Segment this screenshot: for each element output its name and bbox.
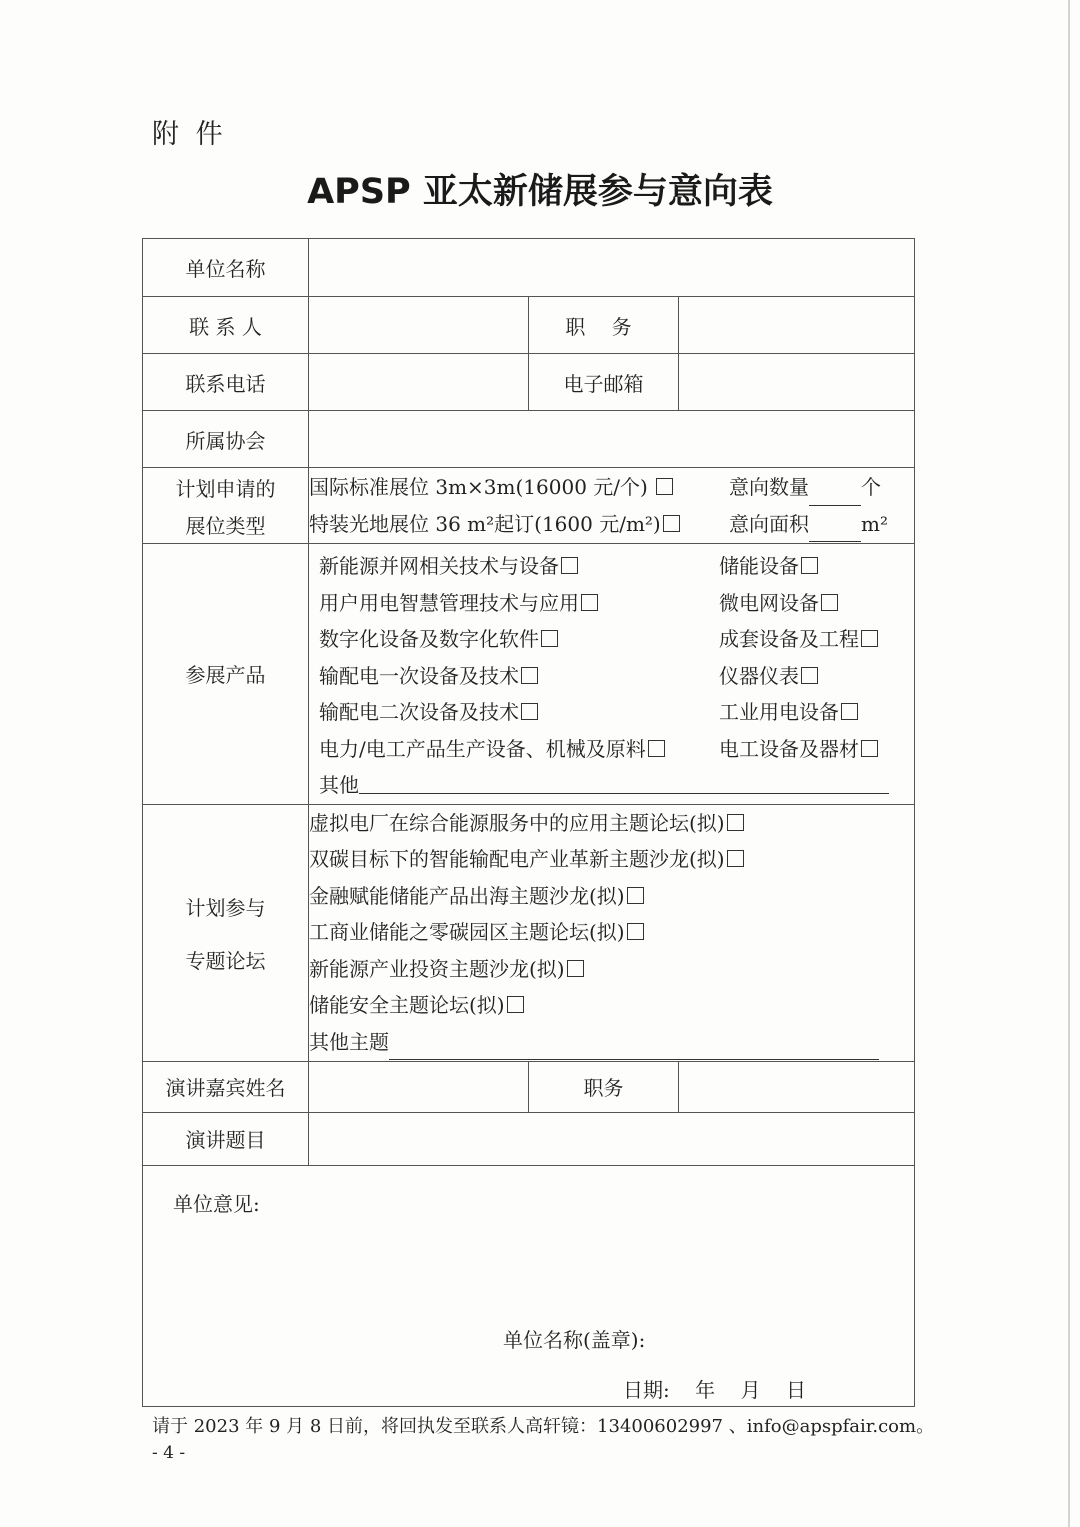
- product-row: 用户用电智慧管理技术与应用 微电网设备: [309, 585, 914, 622]
- forum-checkbox[interactable]: [627, 923, 644, 940]
- email-label: 电子邮箱: [529, 354, 679, 411]
- unit-name-label: 单位名称: [143, 239, 309, 297]
- forum-other-field[interactable]: [389, 1033, 879, 1060]
- position-field[interactable]: [679, 297, 915, 354]
- date-label: 日期: 年 月 日: [623, 1377, 807, 1402]
- product-other-row: [309, 767, 914, 804]
- phone-label: 联系电话: [143, 354, 309, 411]
- speaker-name-label: 演讲嘉宾姓名: [143, 1061, 309, 1112]
- booth-quantity-field[interactable]: [809, 479, 861, 506]
- speaker-position-label: 职务: [529, 1061, 679, 1112]
- product-row: 输配电一次设备及技术 仪器仪表: [309, 658, 914, 695]
- forum-checkbox[interactable]: [727, 850, 744, 867]
- product-row: 电力/电工产品生产设备、机械及原料 电工设备及器材: [309, 731, 914, 768]
- product-checkbox[interactable]: [821, 594, 838, 611]
- speech-topic-label: 演讲题目: [143, 1112, 309, 1165]
- speaker-name-field[interactable]: [309, 1061, 529, 1112]
- forum-item: 储能安全主题论坛(拟): [309, 987, 914, 1024]
- speaker-position-field[interactable]: [679, 1061, 915, 1112]
- product-other-label: 其他: [319, 773, 359, 797]
- forums-label-line-2: 专题论坛: [185, 948, 266, 973]
- product-checkbox[interactable]: [861, 630, 878, 647]
- booth-type-label: [143, 468, 309, 544]
- product-checkbox[interactable]: [521, 667, 538, 684]
- opinion-label: 单位意见:: [173, 1191, 260, 1216]
- booth-area-label: 意向面积: [729, 511, 809, 536]
- booth-standard-option: 国际标准展位 3m×3m(16000 元/个): [309, 475, 648, 499]
- association-field[interactable]: [309, 411, 915, 468]
- opinion-cell[interactable]: [143, 1165, 915, 1406]
- booth-raw-space-option: 特装光地展位 36 m²起订(1600 元/m²): [309, 511, 661, 536]
- contact-field[interactable]: [309, 297, 529, 354]
- position-label: 职 务: [529, 297, 679, 354]
- product-checkbox[interactable]: [841, 703, 858, 720]
- email-field[interactable]: [679, 354, 915, 411]
- forum-checkbox[interactable]: [567, 960, 584, 977]
- forums-label: [143, 804, 309, 1061]
- booth-type-cell: [309, 468, 915, 544]
- submission-note: 请于 2023 年 9 月 8 日前，将回执发至联系人高轩镜：13400602997 、info@apspfair.com。: [152, 1416, 935, 1437]
- product-checkbox[interactable]: [521, 703, 538, 720]
- forum-item: 金融赋能储能产品出海主题沙龙(拟): [309, 878, 914, 915]
- annex-label: 附 件: [152, 119, 227, 150]
- seal-label: 单位名称(盖章):: [503, 1327, 646, 1352]
- page-title: APSP 亚太新储展参与意向表: [307, 172, 773, 212]
- unit-name-field[interactable]: [309, 239, 915, 297]
- speech-topic-field[interactable]: [309, 1112, 915, 1165]
- product-row: 新能源并网相关技术与设备 储能设备: [309, 548, 914, 585]
- product-checkbox[interactable]: [648, 740, 665, 757]
- booth-area-field[interactable]: [809, 515, 861, 542]
- association-label: 所属协会: [143, 411, 309, 468]
- forum-other-row: [309, 1024, 914, 1061]
- intention-form: [142, 238, 915, 1407]
- product-checkbox[interactable]: [541, 630, 558, 647]
- product-other-field[interactable]: [359, 767, 889, 794]
- booth-standard-checkbox[interactable]: [656, 478, 673, 495]
- product-checkbox[interactable]: [801, 667, 818, 684]
- booth-quantity-unit: 个: [861, 475, 881, 499]
- forum-checkbox[interactable]: [727, 814, 744, 831]
- booth-type-label-line-2: 展位类型: [185, 513, 266, 538]
- forum-item: 虚拟电厂在综合能源服务中的应用主题论坛(拟): [309, 805, 914, 842]
- scan-edge: [1068, 0, 1070, 1527]
- forum-item: 工商业储能之零碳园区主题论坛(拟): [309, 914, 914, 951]
- contact-label: 联 系 人: [143, 297, 309, 354]
- forums-cell: [309, 804, 915, 1061]
- booth-raw-space-checkbox[interactable]: [663, 515, 680, 532]
- forums-label-line-1: 计划参与: [185, 895, 266, 920]
- forum-checkbox[interactable]: [627, 887, 644, 904]
- forum-checkbox[interactable]: [507, 996, 524, 1013]
- product-row: 数字化设备及数字化软件 成套设备及工程: [309, 621, 914, 658]
- product-checkbox[interactable]: [861, 740, 878, 757]
- product-checkbox[interactable]: [581, 594, 598, 611]
- phone-field[interactable]: [309, 354, 529, 411]
- booth-quantity-label: 意向数量: [729, 475, 809, 499]
- forum-item: 新能源产业投资主题沙龙(拟): [309, 951, 914, 988]
- forum-other-label: 其他主题: [309, 1029, 389, 1054]
- product-checkbox[interactable]: [561, 557, 578, 574]
- booth-area-unit: m²: [861, 511, 888, 536]
- booth-type-label-line-1: 计划申请的: [175, 476, 276, 501]
- products-cell: [309, 544, 915, 805]
- products-label: 参展产品: [143, 544, 309, 805]
- product-row: 输配电二次设备及技术 工业用电设备: [309, 694, 914, 731]
- product-checkbox[interactable]: [801, 557, 818, 574]
- page-number: - 4 -: [152, 1443, 186, 1463]
- forum-item: 双碳目标下的智能输配电产业革新主题沙龙(拟): [309, 841, 914, 878]
